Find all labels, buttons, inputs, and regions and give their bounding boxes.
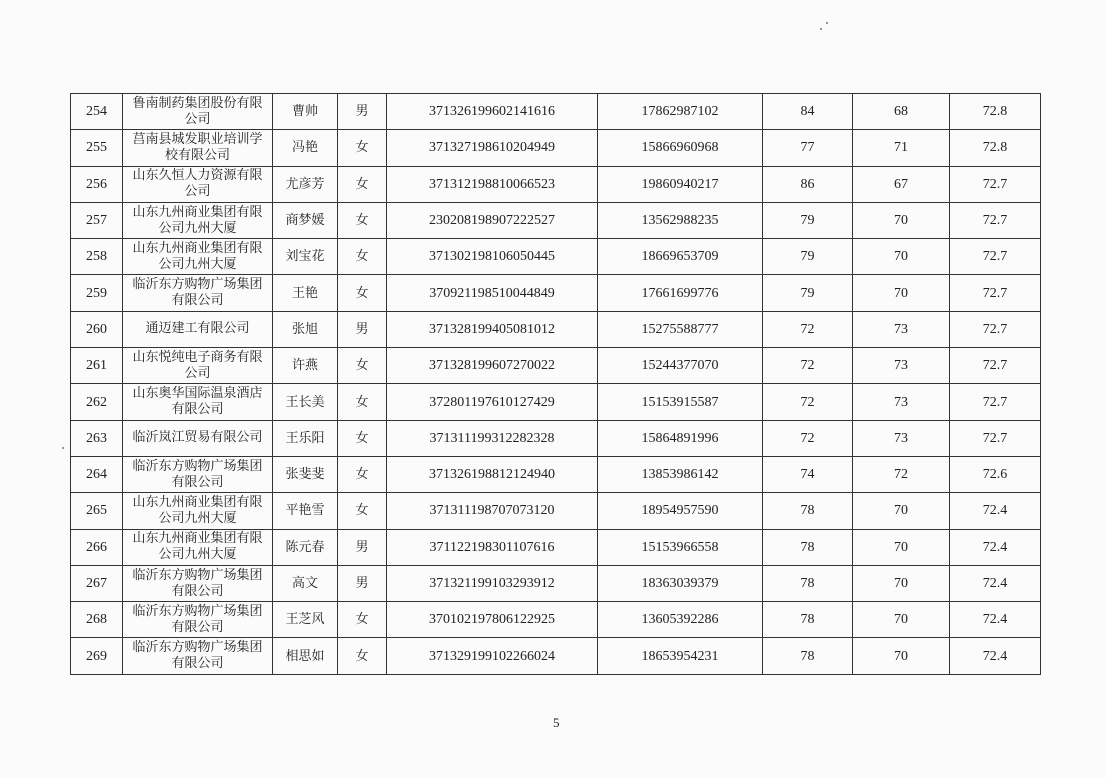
table-row — [71, 202, 1041, 238]
total-score-cell: 72.8 — [950, 94, 1041, 130]
score-2-cell: 70 — [853, 638, 950, 674]
company-name-cell: 临沂东方购物广场集团有限公司 — [123, 275, 273, 311]
score-2-cell: 70 — [853, 529, 950, 565]
id-number-cell: 371328199405081012 — [387, 311, 598, 347]
phone-number-cell: 15244377070 — [598, 348, 763, 384]
score-2-cell: 70 — [853, 202, 950, 238]
row-number-cell: 264 — [71, 456, 123, 492]
table-row — [71, 638, 1041, 674]
company-name-cell: 临沂东方购物广场集团有限公司 — [123, 638, 273, 674]
score-1-cell: 72 — [763, 348, 853, 384]
gender-cell: 女 — [338, 166, 387, 202]
gender-cell: 女 — [338, 493, 387, 529]
id-number-cell: 371311198707073120 — [387, 493, 598, 529]
scan-speck — [826, 22, 828, 24]
row-number-cell: 255 — [71, 130, 123, 166]
company-name-cell: 临沂岚江贸易有限公司 — [123, 420, 273, 456]
person-name-cell: 高文 — [273, 565, 338, 601]
total-score-cell: 72.7 — [950, 384, 1041, 420]
id-number-cell: 370921198510044849 — [387, 275, 598, 311]
score-1-cell: 72 — [763, 311, 853, 347]
id-number-cell: 371328199607270022 — [387, 348, 598, 384]
company-name-cell: 山东奥华国际温泉酒店有限公司 — [123, 384, 273, 420]
row-number-cell: 258 — [71, 239, 123, 275]
row-number-cell: 266 — [71, 529, 123, 565]
score-1-cell: 78 — [763, 493, 853, 529]
total-score-cell: 72.8 — [950, 130, 1041, 166]
id-number-cell: 370102197806122925 — [387, 602, 598, 638]
gender-cell: 女 — [338, 348, 387, 384]
person-name-cell: 相思如 — [273, 638, 338, 674]
table-row — [71, 565, 1041, 601]
score-2-cell: 70 — [853, 493, 950, 529]
total-score-cell: 72.4 — [950, 638, 1041, 674]
person-name-cell: 平艳雪 — [273, 493, 338, 529]
person-name-cell: 商梦媛 — [273, 202, 338, 238]
company-name-cell: 山东九州商业集团有限公司九州大厦 — [123, 493, 273, 529]
total-score-cell: 72.4 — [950, 602, 1041, 638]
total-score-cell: 72.7 — [950, 311, 1041, 347]
person-name-cell: 王芝风 — [273, 602, 338, 638]
score-2-cell: 73 — [853, 311, 950, 347]
id-number-cell: 230208198907222527 — [387, 202, 598, 238]
row-number-cell: 254 — [71, 94, 123, 130]
company-name-cell: 山东九州商业集团有限公司九州大厦 — [123, 529, 273, 565]
total-score-cell: 72.7 — [950, 239, 1041, 275]
score-2-cell: 68 — [853, 94, 950, 130]
phone-number-cell: 15275588777 — [598, 311, 763, 347]
row-number-cell: 259 — [71, 275, 123, 311]
row-number-cell: 265 — [71, 493, 123, 529]
id-number-cell: 371326199602141616 — [387, 94, 598, 130]
score-2-cell: 72 — [853, 456, 950, 492]
score-1-cell: 77 — [763, 130, 853, 166]
phone-number-cell: 18653954231 — [598, 638, 763, 674]
row-number-cell: 257 — [71, 202, 123, 238]
id-number-cell: 371302198106050445 — [387, 239, 598, 275]
total-score-cell: 72.4 — [950, 565, 1041, 601]
person-name-cell: 王艳 — [273, 275, 338, 311]
phone-number-cell: 13562988235 — [598, 202, 763, 238]
score-1-cell: 78 — [763, 565, 853, 601]
person-name-cell: 曹帅 — [273, 94, 338, 130]
score-1-cell: 72 — [763, 420, 853, 456]
gender-cell: 女 — [338, 638, 387, 674]
company-name-cell: 山东悦纯电子商务有限公司 — [123, 348, 273, 384]
phone-number-cell: 15866960968 — [598, 130, 763, 166]
phone-number-cell: 18669653709 — [598, 239, 763, 275]
table-row — [71, 166, 1041, 202]
table-row — [71, 493, 1041, 529]
score-2-cell: 73 — [853, 348, 950, 384]
table-row — [71, 348, 1041, 384]
score-1-cell: 78 — [763, 529, 853, 565]
company-name-cell: 临沂东方购物广场集团有限公司 — [123, 456, 273, 492]
id-number-cell: 371122198301107616 — [387, 529, 598, 565]
id-number-cell: 372801197610127429 — [387, 384, 598, 420]
row-number-cell: 263 — [71, 420, 123, 456]
person-name-cell: 冯艳 — [273, 130, 338, 166]
table-row — [71, 529, 1041, 565]
score-2-cell: 67 — [853, 166, 950, 202]
company-name-cell: 通迈建工有限公司 — [123, 311, 273, 347]
company-name-cell: 临沂东方购物广场集团有限公司 — [123, 602, 273, 638]
phone-number-cell: 15153915587 — [598, 384, 763, 420]
row-number-cell: 268 — [71, 602, 123, 638]
score-2-cell: 70 — [853, 602, 950, 638]
score-1-cell: 79 — [763, 202, 853, 238]
person-name-cell: 尤彦芳 — [273, 166, 338, 202]
person-name-cell: 张旭 — [273, 311, 338, 347]
table-row — [71, 275, 1041, 311]
table-row — [71, 311, 1041, 347]
person-name-cell: 王长美 — [273, 384, 338, 420]
gender-cell: 女 — [338, 456, 387, 492]
table-row — [71, 130, 1041, 166]
page-number: 5 — [553, 715, 560, 730]
row-number-cell: 261 — [71, 348, 123, 384]
row-number-cell: 262 — [71, 384, 123, 420]
score-1-cell: 86 — [763, 166, 853, 202]
score-1-cell: 78 — [763, 602, 853, 638]
id-number-cell: 371311199312282328 — [387, 420, 598, 456]
total-score-cell: 72.4 — [950, 493, 1041, 529]
score-1-cell: 74 — [763, 456, 853, 492]
table-row — [71, 456, 1041, 492]
total-score-cell: 72.7 — [950, 420, 1041, 456]
scan-speck — [62, 447, 64, 449]
table-row — [71, 239, 1041, 275]
table-row — [71, 420, 1041, 456]
gender-cell: 女 — [338, 384, 387, 420]
company-name-cell: 鲁南制药集团股份有限公司 — [123, 94, 273, 130]
gender-cell: 女 — [338, 130, 387, 166]
score-2-cell: 73 — [853, 420, 950, 456]
row-number-cell: 267 — [71, 565, 123, 601]
company-name-cell: 山东九州商业集团有限公司九州大厦 — [123, 202, 273, 238]
company-name-cell: 莒南县城发职业培训学校有限公司 — [123, 130, 273, 166]
phone-number-cell: 18954957590 — [598, 493, 763, 529]
person-name-cell: 王乐阳 — [273, 420, 338, 456]
table-row — [71, 602, 1041, 638]
id-number-cell: 371312198810066523 — [387, 166, 598, 202]
results-table — [70, 93, 1041, 675]
table-row — [71, 94, 1041, 130]
score-2-cell: 73 — [853, 384, 950, 420]
phone-number-cell: 17862987102 — [598, 94, 763, 130]
total-score-cell: 72.7 — [950, 166, 1041, 202]
person-name-cell: 陈元春 — [273, 529, 338, 565]
phone-number-cell: 18363039379 — [598, 565, 763, 601]
id-number-cell: 371321199103293912 — [387, 565, 598, 601]
total-score-cell: 72.7 — [950, 348, 1041, 384]
total-score-cell: 72.7 — [950, 275, 1041, 311]
total-score-cell: 72.4 — [950, 529, 1041, 565]
id-number-cell: 371329199102266024 — [387, 638, 598, 674]
score-1-cell: 84 — [763, 94, 853, 130]
gender-cell: 男 — [338, 94, 387, 130]
table-row — [71, 384, 1041, 420]
score-1-cell: 79 — [763, 275, 853, 311]
person-name-cell: 许燕 — [273, 348, 338, 384]
gender-cell: 女 — [338, 275, 387, 311]
company-name-cell: 临沂东方购物广场集团有限公司 — [123, 565, 273, 601]
row-number-cell: 269 — [71, 638, 123, 674]
score-2-cell: 70 — [853, 275, 950, 311]
person-name-cell: 张斐斐 — [273, 456, 338, 492]
company-name-cell: 山东久恒人力资源有限公司 — [123, 166, 273, 202]
id-number-cell: 371327198610204949 — [387, 130, 598, 166]
score-1-cell: 78 — [763, 638, 853, 674]
gender-cell: 女 — [338, 602, 387, 638]
phone-number-cell: 13853986142 — [598, 456, 763, 492]
phone-number-cell: 15864891996 — [598, 420, 763, 456]
company-name-cell: 山东九州商业集团有限公司九州大厦 — [123, 239, 273, 275]
score-2-cell: 71 — [853, 130, 950, 166]
phone-number-cell: 15153966558 — [598, 529, 763, 565]
gender-cell: 男 — [338, 311, 387, 347]
row-number-cell: 256 — [71, 166, 123, 202]
id-number-cell: 371326198812124940 — [387, 456, 598, 492]
total-score-cell: 72.7 — [950, 202, 1041, 238]
row-number-cell: 260 — [71, 311, 123, 347]
gender-cell: 男 — [338, 565, 387, 601]
gender-cell: 男 — [338, 529, 387, 565]
scan-speck — [820, 28, 822, 30]
score-1-cell: 72 — [763, 384, 853, 420]
table-body — [71, 94, 1041, 675]
phone-number-cell: 13605392286 — [598, 602, 763, 638]
gender-cell: 女 — [338, 202, 387, 238]
gender-cell: 女 — [338, 239, 387, 275]
person-name-cell: 刘宝花 — [273, 239, 338, 275]
score-2-cell: 70 — [853, 565, 950, 601]
score-1-cell: 79 — [763, 239, 853, 275]
gender-cell: 女 — [338, 420, 387, 456]
phone-number-cell: 19860940217 — [598, 166, 763, 202]
phone-number-cell: 17661699776 — [598, 275, 763, 311]
score-2-cell: 70 — [853, 239, 950, 275]
total-score-cell: 72.6 — [950, 456, 1041, 492]
